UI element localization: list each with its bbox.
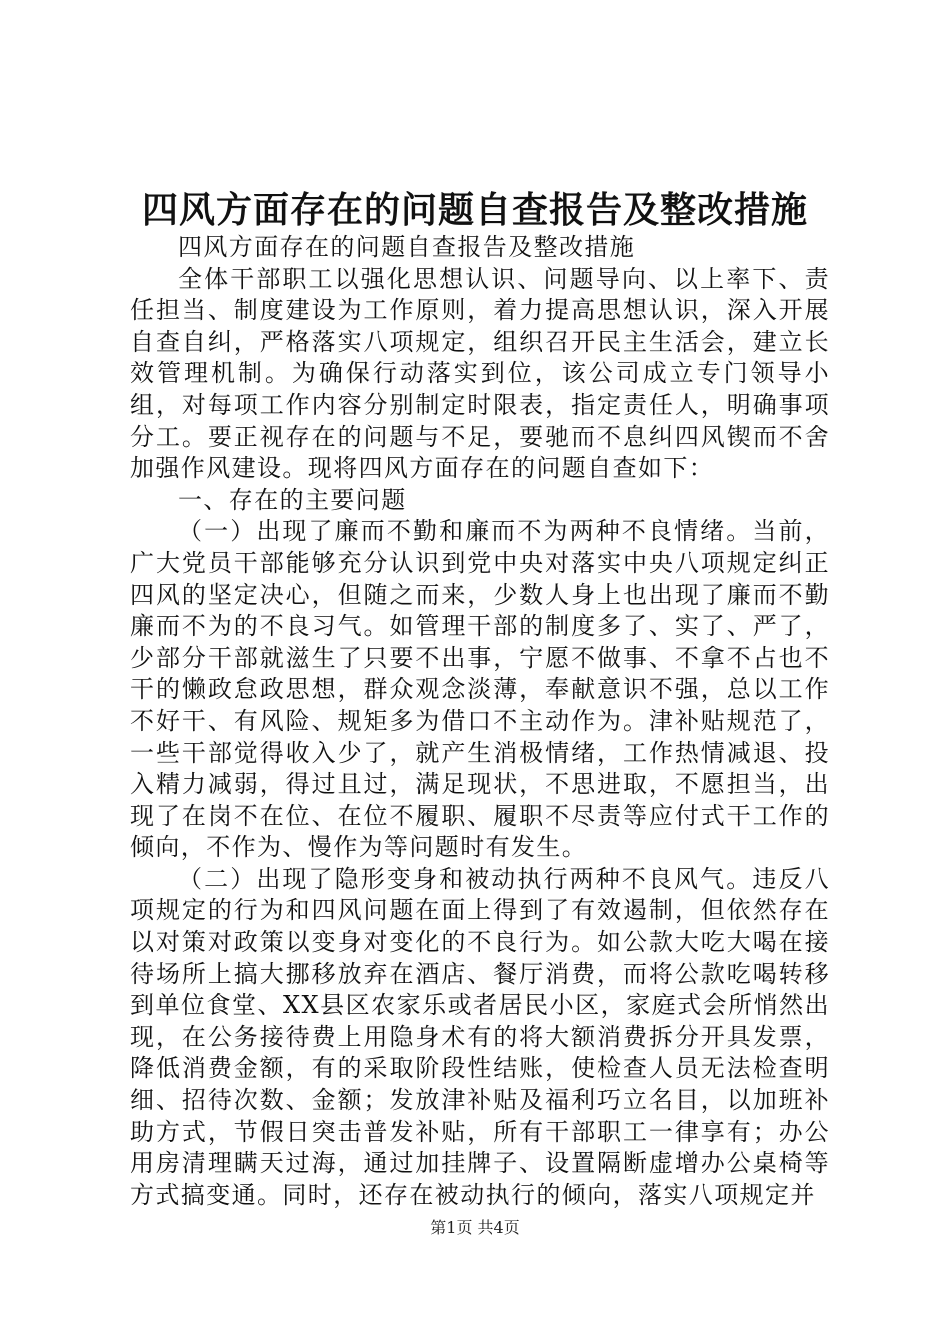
section-heading-main-problems: 一、存在的主要问题	[178, 485, 407, 514]
paragraph-intro: 全体干部职工以强化思想认识、问题导向、以上率下、责任担当、制度建设为工作原则，着力提高思想认识，深入开展自查自纠，严格落实八项规定，组织召开民主生活会，建立长效管理机制。为确保行动落实到位，该公司成立专门领导小组，对每项工作内容分别制定时限表，指定责任人，明确事项分工。要正视存在的问题与不足，要驰而不息纠四风锲而不舍加强作风建设。现将四风方面存在的问题自查如下：	[130, 264, 830, 483]
paragraph-problem-1: （一）出现了廉而不勤和廉而不为两种不良情绪。当前，广大党员干部能够充分认识到党中央对落实中央八项规定纠正四风的坚定决心，但随之而来，少数人身上也出现了廉而不勤廉而不为的不良习气。如管理干部的制度多了、实了、严了，少部分干部就滋生了只要不出事，宁愿不做事、不拿不占也不干的懒政怠政思想，群众观念淡薄，奉献意识不强，总以工作不好干、有风险、规矩多为借口不主动作为。津补贴规范了，一些干部觉得收入少了，就产生消极情绪，工作热情减退、投入精力减弱，得过且过，满足现状，不思进取，不愿担当，出现了在岗不在位、在位不履职、履职不尽责等应付式干工作的倾向，不作为、慢作为等问题时有发生。	[130, 517, 830, 862]
document-title: 四风方面存在的问题自查报告及整改措施	[141, 189, 808, 231]
page-footer: 第1页 共4页	[430, 1218, 520, 1237]
paragraph-problem-2: （二）出现了隐形变身和被动执行两种不良风气。违反八项规定的行为和四风问题在面上得到了有效遏制，但依然存在以对策对政策以变身对变化的不良行为。如公款大吃大喝在接待场所上搞大挪移放弃在酒店、餐厅消费，而将公款吃喝转移到单位食堂、XX县区农家乐或者居民小区，家庭式会所悄然出现，在公务接待费上用隐身术有的将大额消费拆分开具发票，降低消费金额，有的采取阶段性结账，使检查人员无法检查明细、招待次数、金额；发放津补贴及福利巧立名目，以加班补助方式，节假日突击普发补贴，所有干部职工一律享有；办公用房清理瞒天过海，通过加挂牌子、设置隔断虚增办公桌椅等方式搞变通。同时，还存在被动执行的倾向，落实八项规定并	[130, 864, 830, 1209]
document-body	[130, 232, 830, 1211]
document-subtitle: 四风方面存在的问题自查报告及整改措施	[178, 233, 636, 261]
